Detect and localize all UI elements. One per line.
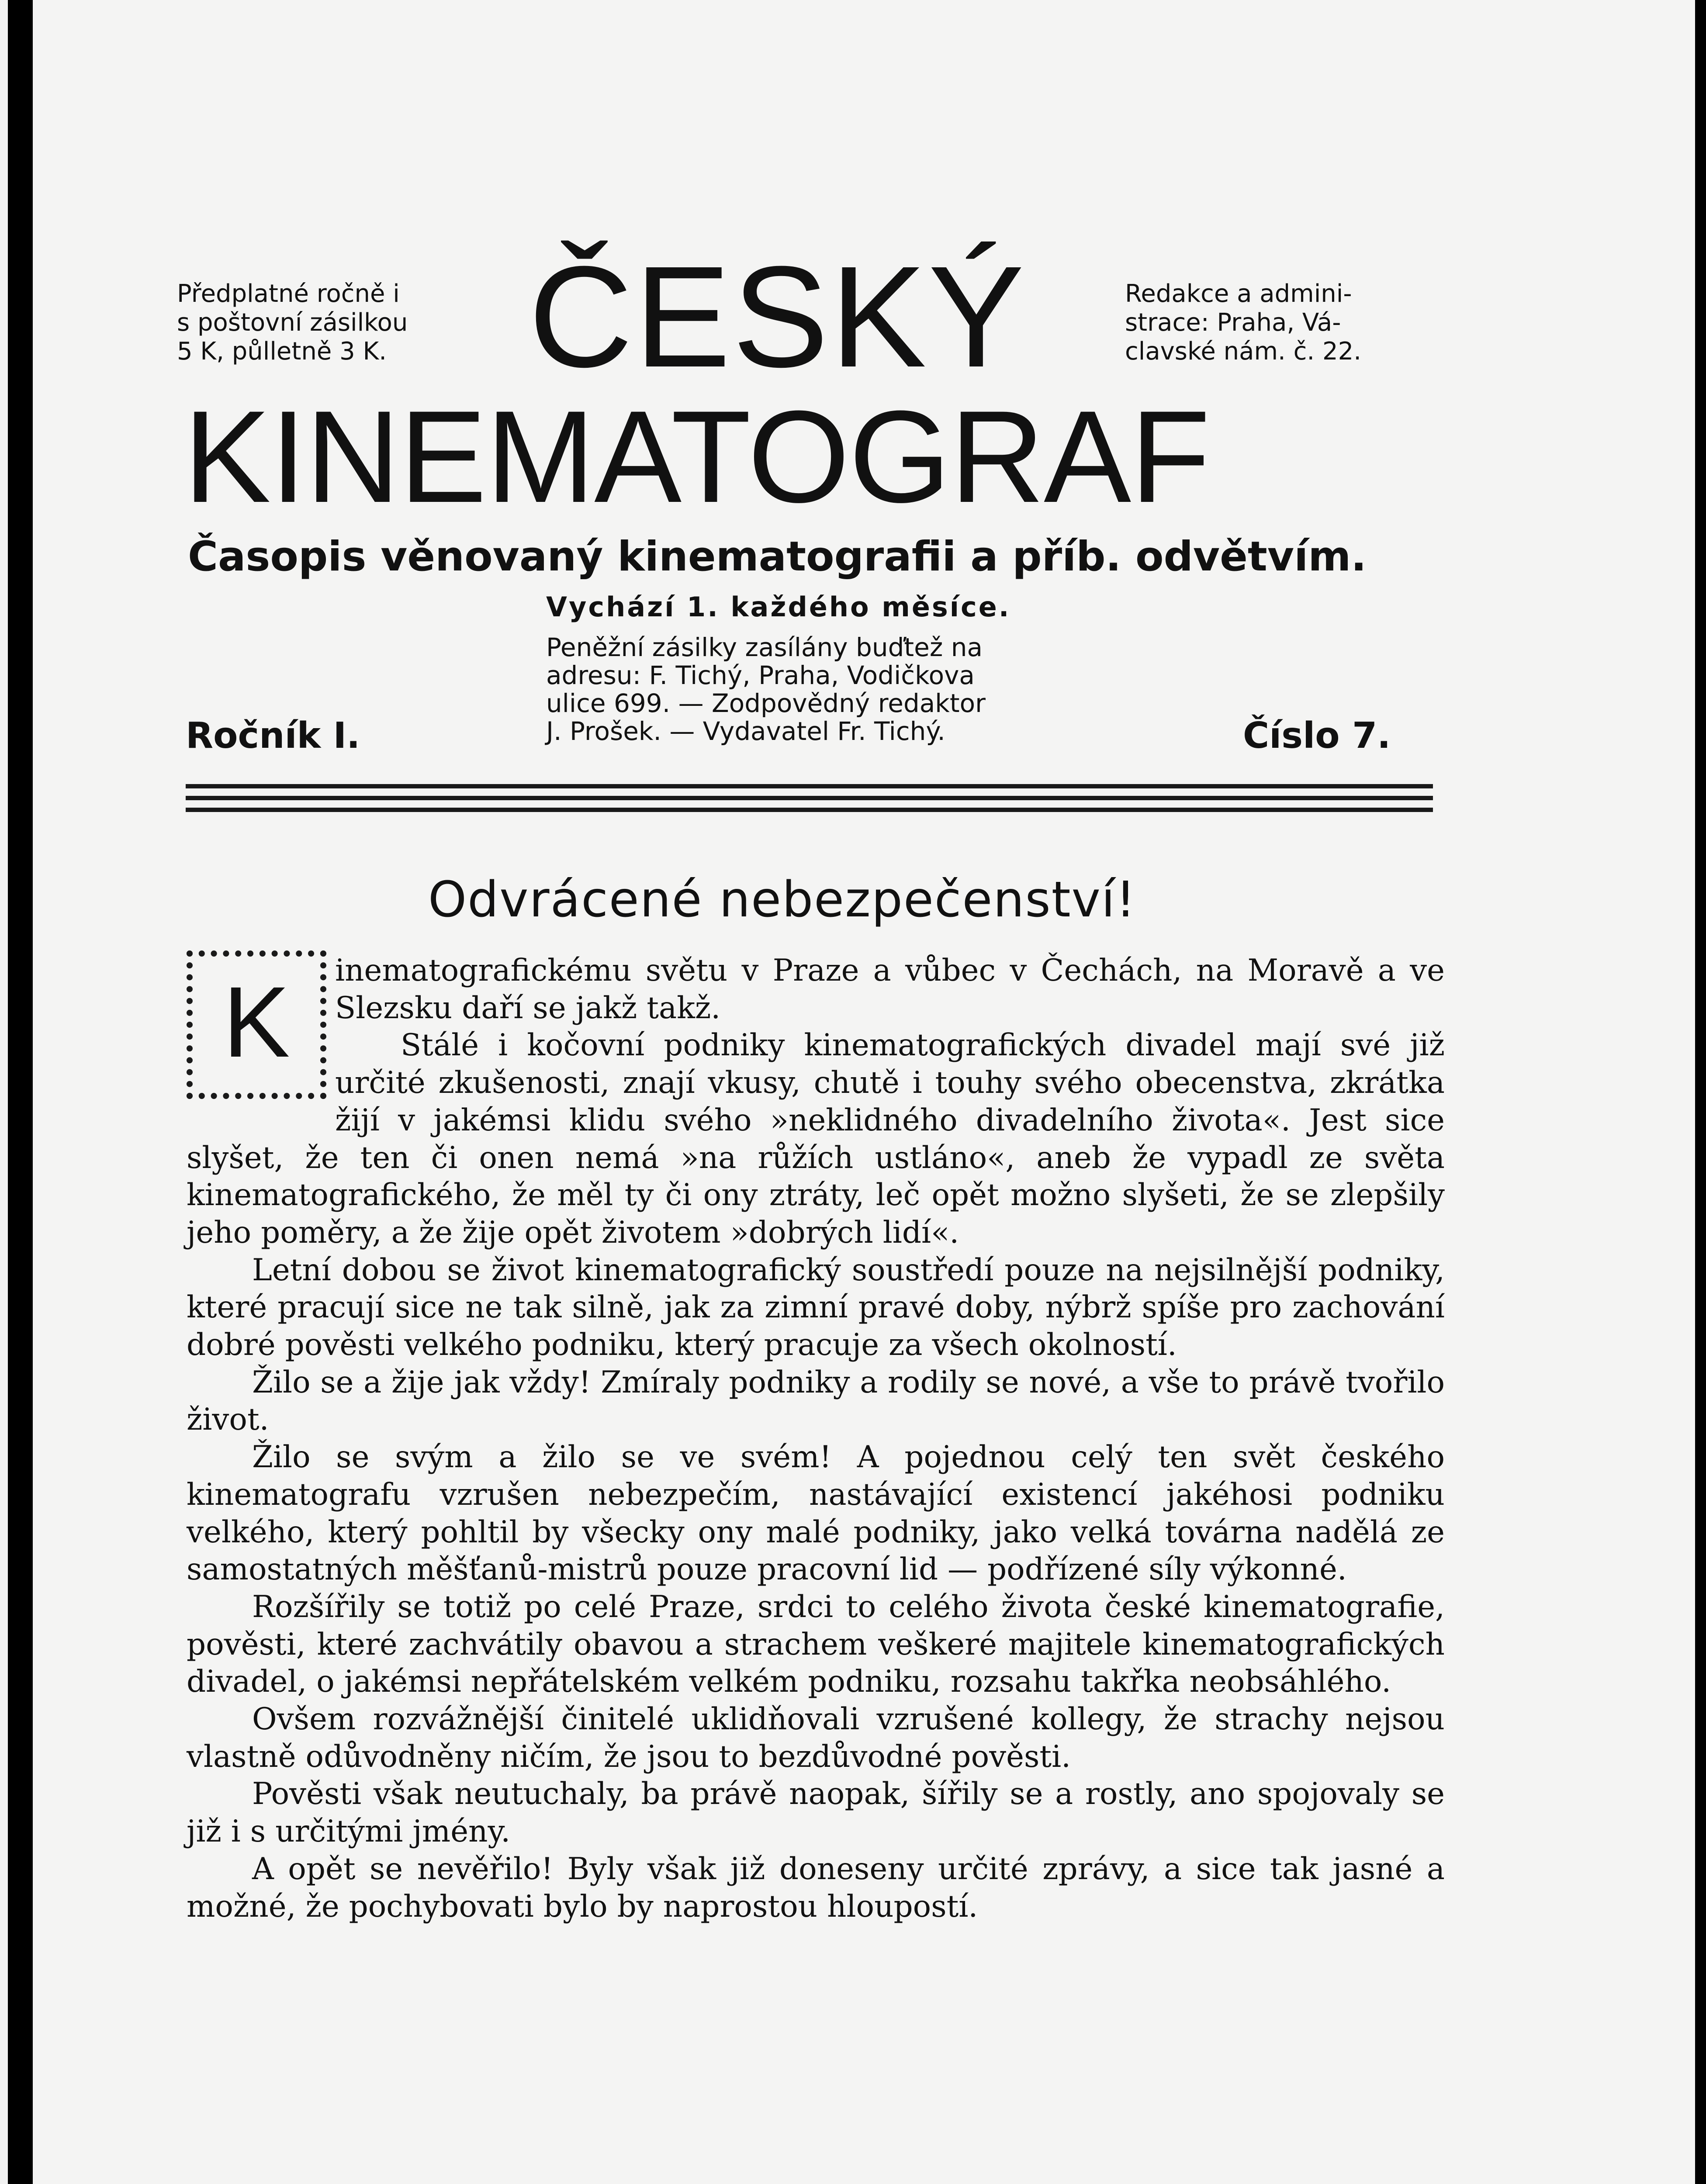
- article-paragraph-3: Letní dobou se život kinematografický soustředí pouze na nejsilnější podniky, které pracují sice ne tak silně, jak za zimní pravé doby, nýbrž spíše pro zachování dobré pověsti velkého podniku, který pracuje za všech okolností.: [187, 1252, 1445, 1363]
- scan-margin-strip: [0, 0, 8, 2184]
- masthead-title-line-2: KINEMATOGRAF: [183, 383, 1210, 530]
- article-paragraph-2: Stálé i kočovní podniky kinematografických divadel mají své již určité zkušenosti, znají vkusy, chutě i touhy svého obecenstva, zkrátka žijí v jakémsi klidu svého »neklidného divadelního života«. Jest sice slyšet, že ten či onen nemá »na růžích ustláno«, aneb že vypadl ze světa kinematografického, že měl ty či ony ztráty, leč opět možno slyšeti, že se zlepšily jeho poměry, a že žije opět životem »dobrých lidí«.: [187, 1028, 1445, 1250]
- article-paragraph-8: Pověsti však neutuchaly, ba právě naopak, šířily se a rostly, ano spojovaly se již i s určitými jmény.: [187, 1776, 1445, 1849]
- editorial-office-note: [1125, 280, 1361, 366]
- article-paragraph-9: A opět se nevěřilo! Byly však již doneseny určité zprávy, a sice tak jasné a možné, že pochybovati bylo by naprostou hloupostí.: [187, 1851, 1445, 1924]
- publication-frequency: Vychází 1. každého měsíce.: [546, 591, 1011, 623]
- subscription-line-1: Předplatné ročně i: [177, 280, 400, 308]
- article-headline: Odvrácené nebezpečenství!: [428, 871, 1136, 928]
- masthead-rule-middle: [186, 796, 1433, 800]
- office-line-2: strace: Praha, Vá-: [1125, 308, 1341, 337]
- article-paragraph-4: Žilo se a žije jak vždy! Zmíraly podniky a rodily se nové, a vše to právě tvořilo život.: [187, 1365, 1445, 1438]
- masthead-title-line-1: ČESKÝ: [529, 236, 1026, 397]
- office-line-1: Redakce a admini-: [1125, 280, 1352, 308]
- subscription-note: [177, 280, 408, 366]
- subscription-line-2: s poštovní zásilkou: [177, 308, 408, 337]
- masthead-rule-top: [186, 784, 1433, 788]
- newspaper-page: [33, 0, 1695, 2184]
- address-line-2: adresu: F. Tichý, Praha, Vodičkova: [546, 660, 975, 690]
- address-line-1: Peněžní zásilky zasílány buďtež na: [546, 632, 983, 662]
- office-line-3: clavské nám. č. 22.: [1125, 337, 1362, 366]
- masthead-subtitle: Časopis věnovaný kinematografii a příb. odvětvím.: [188, 533, 1367, 581]
- drop-cap-letter: K: [223, 966, 290, 1078]
- issue-number: Číslo 7.: [1243, 715, 1391, 757]
- masthead-rule-bottom: [186, 808, 1433, 812]
- subscription-line-3: 5 K, půlletně 3 K.: [177, 337, 387, 366]
- drop-cap-spacer: [187, 952, 335, 1105]
- article-paragraph-1: inematografickému světu v Praze a vůbec v Čechách, na Moravě a ve Slezsku daří se jakž takž.: [335, 953, 1445, 1026]
- article-paragraph-7: Ovšem rozvážnější činitelé uklidňovali vzrušené kollegy, že strachy nejsou vlastně odůvodněny ničím, že jsou to bezdůvodné pověsti.: [187, 1702, 1445, 1774]
- article-body: [187, 952, 1445, 1925]
- address-line-3: ulice 699. — Zodpovědný redaktor: [546, 688, 986, 718]
- address-line-4: J. Prošek. — Vydavatel Fr. Tichý.: [546, 716, 945, 746]
- volume-label: Ročník I.: [186, 715, 360, 757]
- article-paragraph-6: Rozšířily se totiž po celé Praze, srdci to celého života české kinematografie, pověsti, které zachvátily obavou a strachem veškeré majitele kinematografických divadel, o jakémsi nepřátelském velkém podniku, rozsahu takřka neobsáhlého.: [187, 1589, 1445, 1700]
- article-paragraph-5: Žilo se svým a žilo se ve svém! A pojednou celý ten svět českého kinematografu vzrušen nebezpečím, nastávající existencí jakéhosi podniku velkého, který pohltil by všecky ony malé podniky, jako velká továrna nadělá ze samostatných měšťanů-mistrů pouze pracovní lid — podřízené síly výkonné.: [187, 1440, 1445, 1587]
- publisher-address: [546, 633, 986, 745]
